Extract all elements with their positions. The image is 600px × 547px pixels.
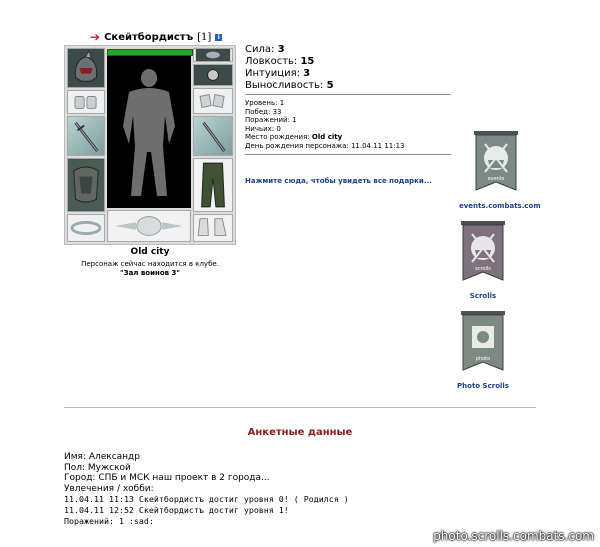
- boots-icon: [194, 215, 232, 241]
- pants-icon: [194, 159, 232, 211]
- profile-city: Город: СПБ и МСК наш проект в 2 города...: [64, 473, 270, 484]
- info-level: Уровень: 1: [245, 99, 285, 107]
- info-birthday: День рождения персонажа: 11.04.11 11:13: [245, 141, 405, 150]
- stat-value: 3: [303, 68, 311, 79]
- scrolls-banner-icon: [458, 220, 508, 286]
- gifts-link[interactable]: Нажмите сюда, чтобы увидеть все подарки...: [245, 177, 432, 185]
- section-divider: [64, 407, 536, 408]
- stat-label: Сила:: [245, 44, 275, 55]
- health-bar: [107, 49, 193, 56]
- banner-text: events: [487, 176, 505, 182]
- belt-slot[interactable]: [67, 214, 105, 242]
- events-banner-icon: [471, 130, 521, 196]
- helmet-icon: [68, 49, 104, 87]
- gloves-slot[interactable]: [193, 88, 233, 114]
- info-birthplace: [245, 133, 405, 142]
- offhand-slot[interactable]: [193, 116, 233, 156]
- events-banner[interactable]: [459, 130, 541, 210]
- boots-slot[interactable]: [193, 214, 233, 242]
- log-line: 11.04.11 12:52 Скейтбордистъ достиг уровня 1!: [64, 504, 289, 515]
- character-nickname: Скейтбордистъ: [104, 31, 194, 43]
- divider: [245, 154, 451, 155]
- ring-slots[interactable]: [107, 210, 191, 242]
- belt-icon: [68, 215, 104, 241]
- banner-text: scrolls: [475, 266, 491, 272]
- stat-agility: [245, 56, 334, 68]
- character-level: [1]: [197, 31, 212, 43]
- photo-scrolls-banner-label[interactable]: Photo Scrolls: [457, 382, 509, 390]
- info-wins: Побед: 33: [245, 107, 282, 116]
- stat-strength: [245, 44, 334, 56]
- earrings-icon: [194, 65, 232, 85]
- weapon-slot[interactable]: [67, 116, 105, 156]
- scrolls-banner-label[interactable]: Scrolls: [469, 292, 497, 300]
- amulet-slot[interactable]: [193, 48, 233, 62]
- info-draws: Ничьих: 0: [245, 124, 281, 133]
- log-line: 11.04.11 11:13 Скейтбордистъ достиг уровня 0! ( Родился ): [64, 494, 349, 505]
- scrolls-banner[interactable]: [446, 220, 520, 300]
- armor-icon: [68, 159, 104, 211]
- stats-block: [245, 44, 334, 92]
- stat-value: 15: [300, 56, 315, 67]
- amulet-icon: [194, 49, 232, 61]
- birthplace-value: Old city: [311, 133, 343, 142]
- info-icon[interactable]: i: [215, 34, 222, 41]
- pants-slot[interactable]: [193, 158, 233, 212]
- character-info: [245, 99, 405, 151]
- dagger-icon: [194, 117, 232, 155]
- divider: [245, 94, 451, 95]
- log-line: Поражений: 1 :sad:: [64, 515, 154, 526]
- photo-scrolls-banner[interactable]: [446, 310, 520, 390]
- stat-intuition: [245, 68, 334, 80]
- profile-title: Анкетные данные: [247, 427, 353, 438]
- character-city: Old city: [130, 247, 170, 257]
- arrow-icon: ➔: [90, 30, 101, 44]
- stat-label: Выносливость:: [245, 80, 324, 91]
- stat-endurance: [245, 80, 334, 92]
- character-figure: [107, 56, 191, 208]
- bracers-icon: [68, 91, 104, 113]
- info-losses: Поражений: 1: [245, 116, 297, 125]
- emblem-icon: [108, 211, 190, 241]
- location-text: Персонаж сейчас находится в клубе.: [81, 260, 219, 268]
- birthplace-label: Место рождения:: [245, 133, 312, 142]
- profile-name: Имя: Александр: [64, 452, 140, 462]
- photo-scrolls-banner-icon: [458, 310, 508, 376]
- stat-value: 5: [326, 80, 334, 91]
- armor-slot[interactable]: [67, 158, 105, 212]
- events-banner-label[interactable]: events.combats.com: [459, 202, 541, 210]
- helmet-slot[interactable]: [67, 48, 105, 88]
- stat-label: Ловкость:: [245, 56, 298, 67]
- earrings-slot[interactable]: [193, 64, 233, 86]
- profile-sex: Пол: Мужской: [64, 462, 131, 473]
- character-silhouette-icon: [107, 56, 191, 208]
- profile-data: [64, 452, 349, 526]
- watermark: photo.scrolls.combats.com: [433, 529, 594, 543]
- location-note: [64, 260, 236, 278]
- stat-label: Интуиция:: [245, 68, 300, 79]
- character-header: [90, 31, 222, 43]
- banner-text: photo: [475, 356, 491, 362]
- location-room: "Зал воинов 3": [119, 269, 181, 277]
- stat-value: 3: [277, 44, 285, 55]
- profile-hobbies: Увлечения / хобби:: [64, 483, 154, 494]
- sword-icon: [68, 117, 104, 155]
- bracers-slot[interactable]: [67, 90, 105, 114]
- gloves-icon: [194, 89, 232, 113]
